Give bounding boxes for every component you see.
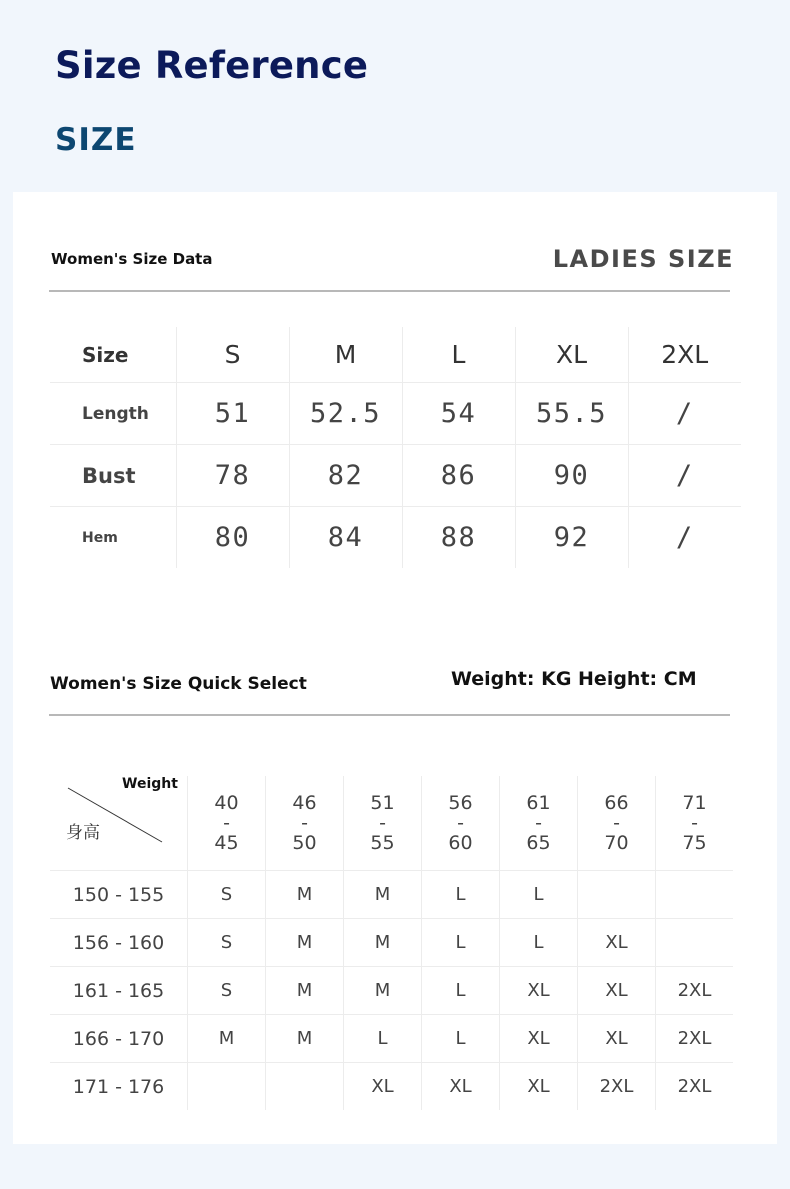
units-label: Weight: KG Height: CM — [451, 668, 697, 690]
size-chart-card — [13, 192, 777, 1144]
size-cell: XL — [500, 1015, 578, 1063]
size-cell: L — [422, 871, 500, 919]
quick-select-section-title: Women's Size Quick Select — [50, 674, 307, 694]
weight-range-cell: 71 - 75 — [656, 776, 734, 871]
table-cell: 88 — [402, 507, 515, 569]
height-range-cell: 150 - 155 — [50, 871, 188, 919]
table-row — [50, 445, 741, 507]
corner-cell — [50, 776, 188, 871]
size-cell: M — [266, 1015, 344, 1063]
weight-range-cell: 56 - 60 — [422, 776, 500, 871]
size-cell: L — [500, 871, 578, 919]
table-cell: 80 — [176, 507, 289, 569]
size-data-section-title: Women's Size Data — [51, 250, 213, 268]
size-cell — [656, 919, 734, 967]
size-header-cell: S — [176, 327, 289, 383]
size-cell: M — [344, 919, 422, 967]
table-row — [50, 919, 733, 967]
size-cell: 2XL — [656, 967, 734, 1015]
table-cell: 55.5 — [515, 383, 628, 445]
table-cell: / — [628, 507, 741, 569]
section-divider — [49, 714, 730, 716]
size-cell: M — [344, 967, 422, 1015]
size-cell: 2XL — [656, 1063, 734, 1111]
weight-range-cell: 61 - 65 — [500, 776, 578, 871]
ladies-size-tag: LADIES SIZE — [552, 245, 734, 273]
size-cell: XL — [578, 1015, 656, 1063]
table-cell: 90 — [515, 445, 628, 507]
size-cell: M — [266, 871, 344, 919]
table-cell: / — [628, 383, 741, 445]
size-cell: 2XL — [578, 1063, 656, 1111]
table-cell: 52.5 — [289, 383, 402, 445]
row-label: Length — [50, 383, 176, 445]
size-header-cell: XL — [515, 327, 628, 383]
size-cell: XL — [578, 967, 656, 1015]
table-cell: 82 — [289, 445, 402, 507]
size-header-cell: 2XL — [628, 327, 741, 383]
size-header-row — [50, 327, 741, 383]
table-cell: 54 — [402, 383, 515, 445]
section-divider — [49, 290, 730, 292]
table-row — [50, 1015, 733, 1063]
size-cell — [266, 1063, 344, 1111]
table-cell: 86 — [402, 445, 515, 507]
quick-select-table — [50, 776, 733, 1110]
height-range-cell: 156 - 160 — [50, 919, 188, 967]
size-cell: S — [188, 919, 266, 967]
size-cell: 2XL — [656, 1015, 734, 1063]
size-cell: XL — [500, 1063, 578, 1111]
height-range-cell: 161 - 165 — [50, 967, 188, 1015]
size-header-cell: L — [402, 327, 515, 383]
page-subtitle: SIZE — [55, 122, 137, 158]
size-cell — [578, 871, 656, 919]
size-cell: S — [188, 967, 266, 1015]
size-cell: M — [266, 967, 344, 1015]
row-label: Bust — [50, 445, 176, 507]
size-cell: XL — [578, 919, 656, 967]
size-header-cell: M — [289, 327, 402, 383]
size-header-label: Size — [82, 342, 129, 367]
weight-range-cell: 40 - 45 — [188, 776, 266, 871]
table-cell: 84 — [289, 507, 402, 569]
weight-range-cell: 46 - 50 — [266, 776, 344, 871]
size-cell: M — [266, 919, 344, 967]
table-row — [50, 1063, 733, 1111]
weight-header-row — [50, 776, 733, 871]
table-cell: / — [628, 445, 741, 507]
size-cell: L — [422, 919, 500, 967]
size-cell: S — [188, 871, 266, 919]
size-cell: M — [188, 1015, 266, 1063]
size-cell: XL — [500, 967, 578, 1015]
size-data-table — [50, 327, 741, 568]
size-cell: L — [500, 919, 578, 967]
height-range-cell: 171 - 176 — [50, 1063, 188, 1111]
size-cell: L — [344, 1015, 422, 1063]
corner-weight-label: Weight — [122, 776, 178, 792]
height-range-cell: 166 - 170 — [50, 1015, 188, 1063]
table-row — [50, 383, 741, 445]
weight-range-cell: 66 - 70 — [578, 776, 656, 871]
size-cell: L — [422, 967, 500, 1015]
table-row — [50, 871, 733, 919]
table-row — [50, 507, 741, 569]
page-title: Size Reference — [55, 44, 369, 87]
corner-height-label: 身高 — [66, 823, 100, 843]
row-label: Hem — [50, 507, 176, 569]
size-cell: L — [422, 1015, 500, 1063]
table-cell: 92 — [515, 507, 628, 569]
size-cell: XL — [344, 1063, 422, 1111]
weight-range-cell: 51 - 55 — [344, 776, 422, 871]
size-cell — [656, 871, 734, 919]
table-row — [50, 967, 733, 1015]
size-cell: XL — [422, 1063, 500, 1111]
table-cell: 51 — [176, 383, 289, 445]
table-cell: 78 — [176, 445, 289, 507]
size-cell — [188, 1063, 266, 1111]
size-cell: M — [344, 871, 422, 919]
